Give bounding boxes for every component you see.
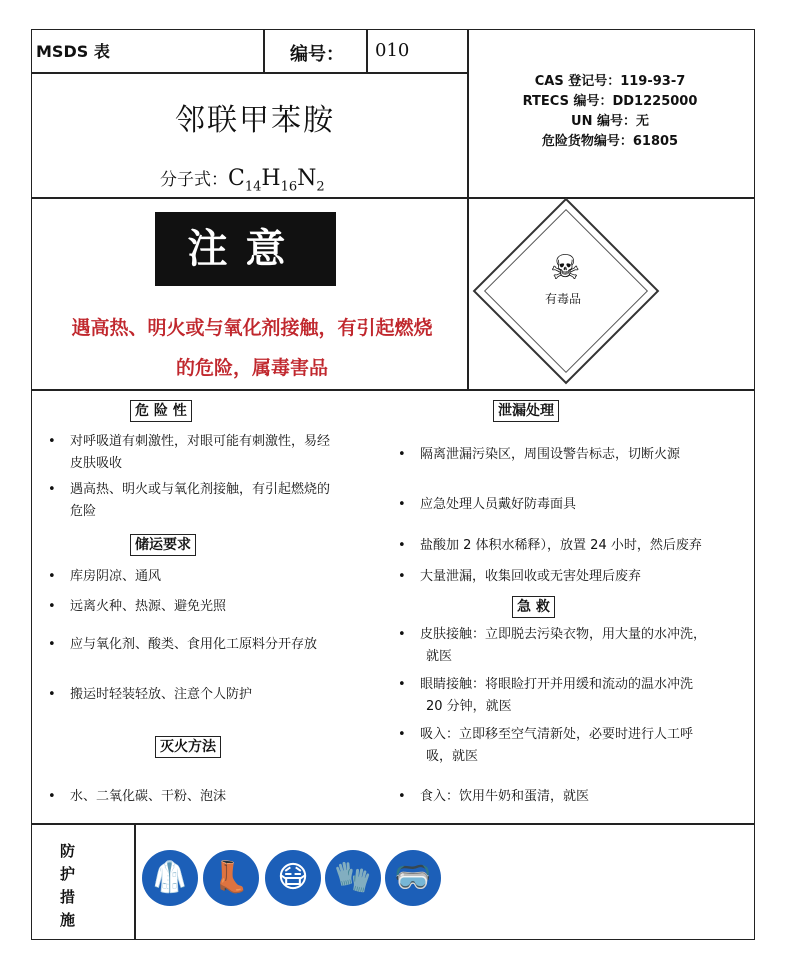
respirator-icon: 😷 [265, 850, 321, 906]
skull-crossbones-icon: ☠ [550, 248, 581, 288]
divider [31, 72, 468, 74]
divider [31, 197, 755, 199]
spill-item: • 隔离泄漏污染区，周围设警告标志，切断火源 [398, 447, 681, 462]
firstaid-heading: 急 救 [512, 596, 555, 618]
msds-label: MSDS 表 [36, 42, 110, 61]
spill-item: • 大量泄漏，收集回收或无害处理后废弃 [398, 569, 642, 584]
firstaid-item: • 眼睛接触：将眼睑打开并用缓和流动的温水冲洗 20 分钟，就医 [398, 677, 694, 714]
storage-item: • 搬运时轻装轻放、注意个人防护 [48, 687, 253, 702]
rtecs-number: RTECS 编号：DD1225000 [522, 94, 698, 109]
firstaid-item: • 食入：饮用牛奶和蛋清，就医 [398, 789, 590, 804]
firstaid-item: • 吸入：立即移至空气清新处，必要时进行人工呼 吸，就医 [398, 727, 694, 764]
chemical-name: 邻联甲苯胺 [175, 103, 335, 138]
storage-item: • 库房阴凉、通风 [48, 569, 162, 584]
boots-icon: 👢 [203, 850, 259, 906]
divider [31, 389, 755, 391]
dangerous-goods-number: 危险货物编号：61805 [541, 134, 679, 149]
hazards-heading: 危 险 性 [130, 400, 192, 422]
goggles-icon: 🥽 [385, 850, 441, 906]
code-value: 010 [375, 40, 410, 61]
storage-item: • 应与氧化剂、酸类、食用化工原料分开存放 [48, 637, 318, 652]
storage-heading: 储运要求 [130, 534, 196, 556]
divider [31, 823, 755, 825]
identifiers [490, 72, 730, 152]
firstaid-item: • 皮肤接触：立即脱去污染衣物，用大量的水冲洗， 就医 [398, 627, 707, 664]
cas-number: CAS 登记号：119-93-7 [534, 74, 686, 89]
protection-label: 防 护 措 施 [60, 842, 76, 929]
gloves-icon: 🧤 [325, 850, 381, 906]
storage-item: • 远离火种、热源、避免光照 [48, 599, 227, 614]
code-label: 编号： [290, 44, 344, 65]
molecular-formula: 分子式：$C_{14}H_{16}N_2$ [160, 166, 325, 195]
hazards-list: • 对呼吸道有刺激性，对眼可能有刺激性，易经 皮肤吸收 • 遇高热、明火或与氧化剂接触，有引起燃烧的 危险 [48, 434, 331, 519]
divider [134, 823, 136, 940]
protective-suit-icon: 🥼 [142, 850, 198, 906]
toxic-label: 有毒品 [545, 292, 582, 306]
spill-heading: 泄漏处理 [493, 400, 559, 422]
fire-heading: 灭火方法 [155, 736, 221, 758]
un-number: UN 编号：无 [571, 114, 649, 129]
warning-text: 遇高热、明火或与氧化剂接触，有引起燃烧 的危险，属毒害品 [71, 317, 433, 379]
divider [366, 29, 368, 73]
notice-banner: 注意 [155, 212, 336, 286]
spill-item: • 盐酸加 2 体积水稀释），放置 24 小时，然后废弃 [398, 538, 702, 553]
divider [263, 29, 265, 73]
spill-item: • 应急处理人员戴好防毒面具 [398, 497, 577, 512]
fire-item: • 水、二氧化碳、干粉、泡沫 [48, 789, 227, 804]
